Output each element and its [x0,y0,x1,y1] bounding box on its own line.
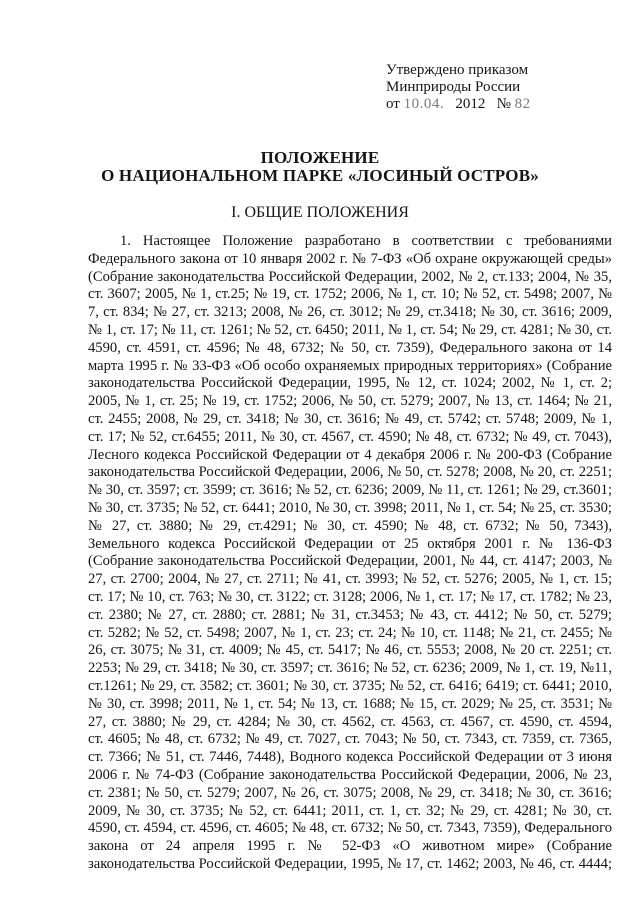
body-line: ст.1261; № 29, ст. 3582; ст. 3601; № 30, ст. 3735; № 52, ст. 6416; 6419; ст. 6441; 2010, [88,677,612,694]
body-line: ст. 7366; № 51, ст. 7446, 7448), Водного кодекса Российской Федерации от 3 июня [88,749,612,766]
document-subtitle: О НАЦИОНАЛЬНОМ ПАРКЕ «ЛОСИНЫЙ ОСТРОВ» [101,166,539,185]
body-line: ст. 17; № 10, ст. 763; № 30, ст. 3122; ст. 3128; 2006, № 1, ст. 17; № 17, ст. 1782; № 23, [88,588,612,605]
body-line: 27, ст. 2700; 2004, № 27, ст. 2711; № 41, ст. 3993; № 52, ст. 5276; 2005, № 1, ст. 15; [88,571,612,588]
approval-line-1: Утверждено приказом [386,62,529,78]
body-line: № 27, ст. 3880; № 29, ст.4291; № 30, ст. 4590; № 48, ст. 6732; № 50, 7343), [88,517,612,534]
body-line: закона от 24 апреля 1995 г. № 52-ФЗ «О животном мире» (Собрание [88,838,612,855]
body-line: 4590, ст. 4594, ст. 4596, ст. 4605; № 48, ст. 6732; № 50, ст. 7343, 7359), Федерального [88,820,612,837]
body-line: 7, ст. 834; № 27, ст. 3213; 2008, № 26, ст. 3012; № 29, ст.3418; № 30, ст. 3616; 2009, [88,304,612,321]
approval-line-2: Минприроды России [386,79,521,95]
body-line: ст. 2381; № 50, ст. 5279; 2007, № 26, ст. 3075; 2008, № 29, ст. 3418; № 30, ст. 3616; [88,784,612,801]
approval-number-label: № [496,96,511,112]
body-line: 2005, № 1, ст. 25; № 19, ст. 1752; 2006, № 50, ст. 5279; 2007, № 13, ст. 1464; № 21, [88,393,612,410]
document-title: ПОЛОЖЕНИЕ [260,148,380,167]
body-line: марта 1995 г. № 33-ФЗ «Об особо охраняемых природных территориях» (Собрание [88,357,612,374]
body-line: 26, ст. 3075; № 31, ст. 4009; № 45, ст. 5417; № 46, ст. 5553; 2008, № 20 ст. 2251; ст. [88,642,612,659]
body-line: Лесного кодекса Российской Федерации от 4 декабря 2006 г. № 200-ФЗ (Собрание [88,446,612,463]
body-line: Земельного кодекса Российской Федерации от 25 октября 2001 г. № 136-ФЗ [88,535,612,552]
body-line: законодательства Российской Федерации, 1995, № 17, ст. 1462; 2003, № 46, ст. 4444; [88,855,612,872]
body-line: законодательства Российской Федерации, 2006, № 50, ст. 5278; 2008, № 20, ст. 2251; [88,464,612,481]
body-line: № 30, ст. 3735; № 52, ст. 6441; 2010, № 30, ст. 3998; 2011, № 1, ст. 54; № 25, ст. 3530; [88,499,612,516]
body-line: (Собрание законодательства Российской Федерации, 2002, № 2, ст.133; 2004, № 35, [88,268,612,285]
body-line: № 30, ст. 3998; 2011, № 1, ст. 54; № 13, ст. 1688; № 15, ст. 2029; № 25, ст. 3531; № [88,695,612,712]
approval-number: 82 [514,96,531,112]
approval-date: 10.04. [403,96,445,112]
approval-year: 2012 [455,96,486,112]
approval-date-prefix: от [386,96,400,112]
body-line: 27, ст. 3880; № 29, ст. 4284; № 30, ст. 4562, ст. 4563, ст. 4567, ст. 4590, ст. 4594, [88,713,612,730]
body-text [88,233,612,874]
body-line: ст. 5282; № 52, ст. 5498; 2007, № 1, ст. 23; ст. 24; № 10, ст. 1148; № 21, ст. 2455; № [88,624,612,641]
body-line: 2009, № 30, ст. 3735; № 52, ст. 6441; 2011, ст. 1, ст. 32; № 29, ст. 4281; № 30, ст. [88,802,612,819]
body-line: ст. 17; № 52, ст.6455; 2011, № 30, ст. 4567, ст. 4590; № 48, ст. 6732; № 49, ст. 7043), [88,428,612,445]
body-line: 4590, ст. 4591, ст. 4596; № 48, 6732; № 50, ст. 7359), Федерального закона от 14 [88,339,612,356]
body-line: ст. 4605; № 48, ст. 6732; № 49, ст. 7027, ст. 7043; № 50, ст. 7343, ст. 7359, ст. 7365, [88,731,612,748]
body-line: законодательства Российской Федерации, 1995, № 12, ст. 1024; 2002, № 1, ст. 2; [88,375,612,392]
body-line: ст. 3607; 2005, № 1, ст.25; № 19, ст. 1752; 2006, № 1, ст. 10; № 52, ст. 5498; 2007, № [88,286,612,303]
body-line: 1. Настоящее Положение разработано в соответствии с требованиями [120,233,612,249]
approval-line-3 [386,96,586,113]
body-line: Федерального закона от 10 января 2002 г. № 7-ФЗ «Об охране окружающей среды» [88,250,612,267]
body-line: 2253; № 29, ст. 3418; № 30, ст. 3597; ст. 3616; № 52, ст. 6236; 2009, № 1, ст. 19, №11, [88,660,612,677]
section-heading: I. ОБЩИЕ ПОЛОЖЕНИЯ [231,204,409,221]
body-line: ст. 2455; 2008, № 29, ст. 3418; № 30, ст. 3616; № 49, ст. 5742; ст. 5748; 2009, № 1, [88,410,612,427]
body-line: № 1, ст. 17; № 11, ст. 1261; № 52, ст. 6450; 2011, № 1, ст. 54; № 29, ст. 4281; № 30, ст. [88,321,612,338]
body-line: (Собрание законодательства Российской Федерации, 2001, № 44, ст. 4147; 2003, № [88,553,612,570]
body-line: № 30, ст. 3597; ст. 3599; ст. 3616; № 52, ст. 6236; 2009, № 11, ст. 1261; № 29, ст.3601; [88,482,612,499]
body-line: 2006 г. № 74-ФЗ (Собрание законодательства Российской Федерации, 2006, № 23, [88,766,612,783]
body-line: ст. 2380; № 27, ст. 2880; ст. 2881; № 31, ст.3453; № 43, ст. 4412; № 50, ст. 5279; [88,606,612,623]
approval-stamp [386,62,586,113]
